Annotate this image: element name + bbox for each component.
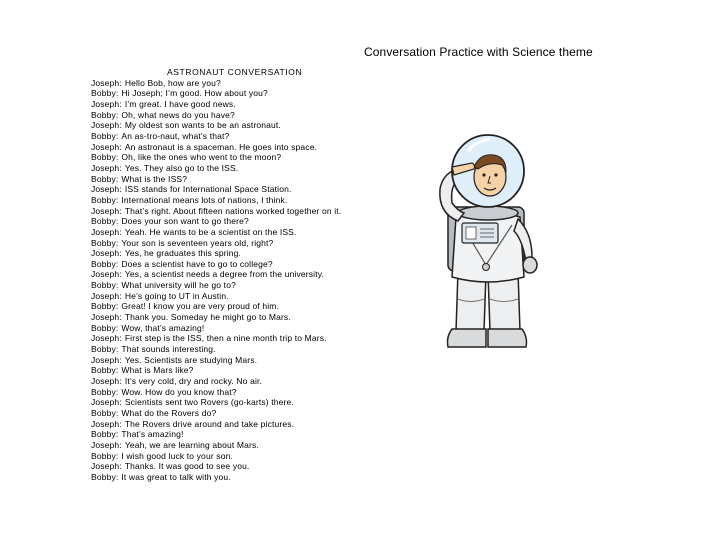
dialogue-text: That sounds interesting.: [121, 344, 216, 355]
dialogue-line: [91, 312, 381, 323]
speaker-label: Bobby:: [91, 365, 119, 376]
speaker-label: Bobby:: [91, 130, 119, 141]
speaker-label: Joseph:: [91, 333, 122, 344]
dialogue-line: [91, 387, 381, 398]
conversation-heading: ASTRONAUT CONVERSATION: [167, 67, 303, 77]
dialogue-line: [91, 333, 381, 344]
dialogue-line: [91, 110, 381, 121]
dialogue-text: I’m great. I have good news.: [124, 98, 236, 109]
speaker-label: Bobby:: [91, 450, 119, 461]
dialogue-text: Thank you. Someday he might go to Mars.: [124, 312, 291, 323]
dialogue-text: Wow, that’s amazing!: [121, 322, 205, 333]
dialogue-text: Your son is seventeen years old, right?: [121, 237, 274, 248]
dialogue-text: What is Mars like?: [121, 365, 194, 376]
speaker-label: Bobby:: [91, 471, 119, 482]
dialogue-text: ISS stands for International Space Station.: [124, 184, 292, 195]
dialogue-line: [91, 78, 381, 89]
dialogue-text: Does your son want to go there?: [121, 216, 249, 227]
conversation-text: [91, 67, 381, 483]
speaker-label: Bobby:: [91, 429, 119, 440]
speaker-label: Joseph:: [91, 162, 122, 173]
dialogue-text: What do the Rovers do?: [121, 408, 217, 418]
speaker-label: Bobby:: [91, 280, 119, 291]
speaker-label: Joseph:: [91, 418, 122, 429]
speaker-label: Joseph:: [91, 290, 122, 301]
dialogue-line: [91, 99, 381, 110]
dialogue-line: [91, 365, 381, 376]
dialogue-line: [91, 451, 381, 462]
dialogue-text: Yeah. He wants to be a scientist on the ISS.: [124, 226, 297, 237]
speaker-label: Bobby:: [91, 258, 119, 269]
dialogue-text: What university will he go to?: [121, 280, 236, 291]
dialogue-line: [91, 440, 381, 451]
dialogue-line: [91, 408, 381, 419]
speaker-label: Joseph:: [91, 312, 122, 323]
dialogue-line: [91, 429, 381, 440]
dialogue-line: [91, 461, 381, 472]
dialogue-text: It was great to talk with you.: [121, 471, 231, 482]
dialogue-text: Yeah, we are learning about Mars.: [124, 439, 259, 450]
dialogue-text: Wow. How do you know that?: [121, 386, 237, 397]
dialogue-line: [91, 227, 381, 238]
speaker-label: Joseph:: [91, 141, 122, 152]
dialogue-line: [91, 216, 381, 227]
speaker-label: Joseph:: [91, 120, 122, 131]
speaker-label: Joseph:: [91, 205, 122, 216]
conversation-lines: [91, 78, 381, 483]
dialogue-text: What is the ISS?: [121, 173, 188, 184]
dialogue-line: [91, 248, 381, 259]
speaker-label: Joseph:: [91, 439, 122, 450]
speaker-label: Bobby:: [91, 408, 119, 418]
dialogue-line: [91, 259, 381, 270]
dialogue-line: [91, 301, 381, 312]
dialogue-text: An astronaut is a spaceman. He goes into space.: [124, 141, 318, 152]
dialogue-text: Scientists sent two Rovers (go-karts) there.: [124, 397, 294, 408]
speaker-label: Joseph:: [91, 248, 122, 259]
speaker-label: Joseph:: [91, 98, 122, 109]
speaker-label: Bobby:: [91, 152, 119, 163]
dialogue-line: [91, 376, 381, 387]
dialogue-text: International means lots of nations, I think.: [121, 194, 288, 205]
dialogue-text: Oh, like the ones who went to the moon?: [121, 152, 282, 163]
dialogue-line: [91, 323, 381, 334]
speaker-label: Joseph:: [91, 461, 122, 472]
dialogue-text: Yes. Scientists are studying Mars.: [124, 354, 258, 365]
speaker-label: Bobby:: [91, 322, 119, 333]
dialogue-line: [91, 355, 381, 366]
dialogue-text: Yes, a scientist needs a degree from the university.: [124, 269, 324, 280]
dialogue-line: [91, 238, 381, 249]
dialogue-text: Hi Joseph; I’m good. How about you?: [121, 88, 268, 99]
dialogue-line: [91, 152, 381, 163]
dialogue-line: [91, 142, 381, 153]
speaker-label: Bobby:: [91, 386, 119, 397]
dialogue-line: [91, 206, 381, 217]
dialogue-text: Oh, what news do you have?: [121, 109, 235, 120]
dialogue-line: [91, 174, 381, 185]
dialogue-line: [91, 184, 381, 195]
dialogue-text: The Rovers drive around and take pictures.: [124, 418, 295, 429]
dialogue-line: [91, 419, 381, 430]
dialogue-line: [91, 291, 381, 302]
speaker-label: Bobby:: [91, 109, 119, 120]
speaker-label: Bobby:: [91, 194, 119, 205]
dialogue-text: Great! I know you are very proud of him.: [121, 301, 280, 312]
speaker-label: Bobby:: [91, 216, 119, 227]
dialogue-text: First step is the ISS, then a nine month trip to Mars.: [124, 333, 327, 344]
speaker-label: Joseph:: [91, 397, 122, 408]
dialogue-line: [91, 195, 381, 206]
speaker-label: Bobby:: [91, 88, 119, 99]
dialogue-line: [91, 472, 381, 483]
speaker-label: Joseph:: [91, 77, 122, 88]
speaker-label: Joseph:: [91, 376, 122, 387]
dialogue-text: I wish good luck to your son.: [121, 450, 233, 461]
slide-title: Conversation Practice with Science theme: [364, 45, 593, 59]
dialogue-text: An as-tro-naut, what’s that?: [121, 130, 230, 141]
speaker-label: Bobby:: [91, 237, 119, 248]
speaker-label: Joseph:: [91, 269, 122, 280]
saluting-astronaut-icon: [428, 121, 548, 353]
dialogue-line: [91, 280, 381, 291]
dialogue-text: That’s right. About fifteen nations worked together on it.: [124, 205, 342, 216]
dialogue-text: Thanks. It was good to see you.: [124, 461, 250, 472]
dialogue-line: [91, 397, 381, 408]
dialogue-line: [91, 269, 381, 280]
dialogue-text: Hello Bob, how are you?: [124, 77, 221, 88]
dialogue-line: [91, 344, 381, 355]
dialogue-text: Yes, he graduates this spring.: [124, 248, 242, 259]
dialogue-text: That’s amazing!: [121, 429, 184, 440]
dialogue-text: My oldest son wants to be an astronaut.: [124, 120, 281, 131]
speaker-label: Bobby:: [91, 173, 119, 184]
dialogue-line: [91, 88, 381, 99]
speaker-label: Bobby:: [91, 301, 119, 312]
speaker-label: Bobby:: [91, 344, 119, 355]
speaker-label: Joseph:: [91, 354, 122, 365]
dialogue-text: He’s going to UT in Austin.: [124, 290, 229, 301]
dialogue-text: It’s very cold, dry and rocky. No air.: [124, 376, 263, 387]
dialogue-text: Yes. They also go to the ISS.: [124, 162, 239, 173]
dialogue-line: [91, 120, 381, 131]
speaker-label: Joseph:: [91, 226, 122, 237]
dialogue-line: [91, 131, 381, 142]
speaker-label: Joseph:: [91, 184, 122, 195]
dialogue-text: Does a scientist have to go to college?: [121, 258, 273, 269]
dialogue-line: [91, 163, 381, 174]
